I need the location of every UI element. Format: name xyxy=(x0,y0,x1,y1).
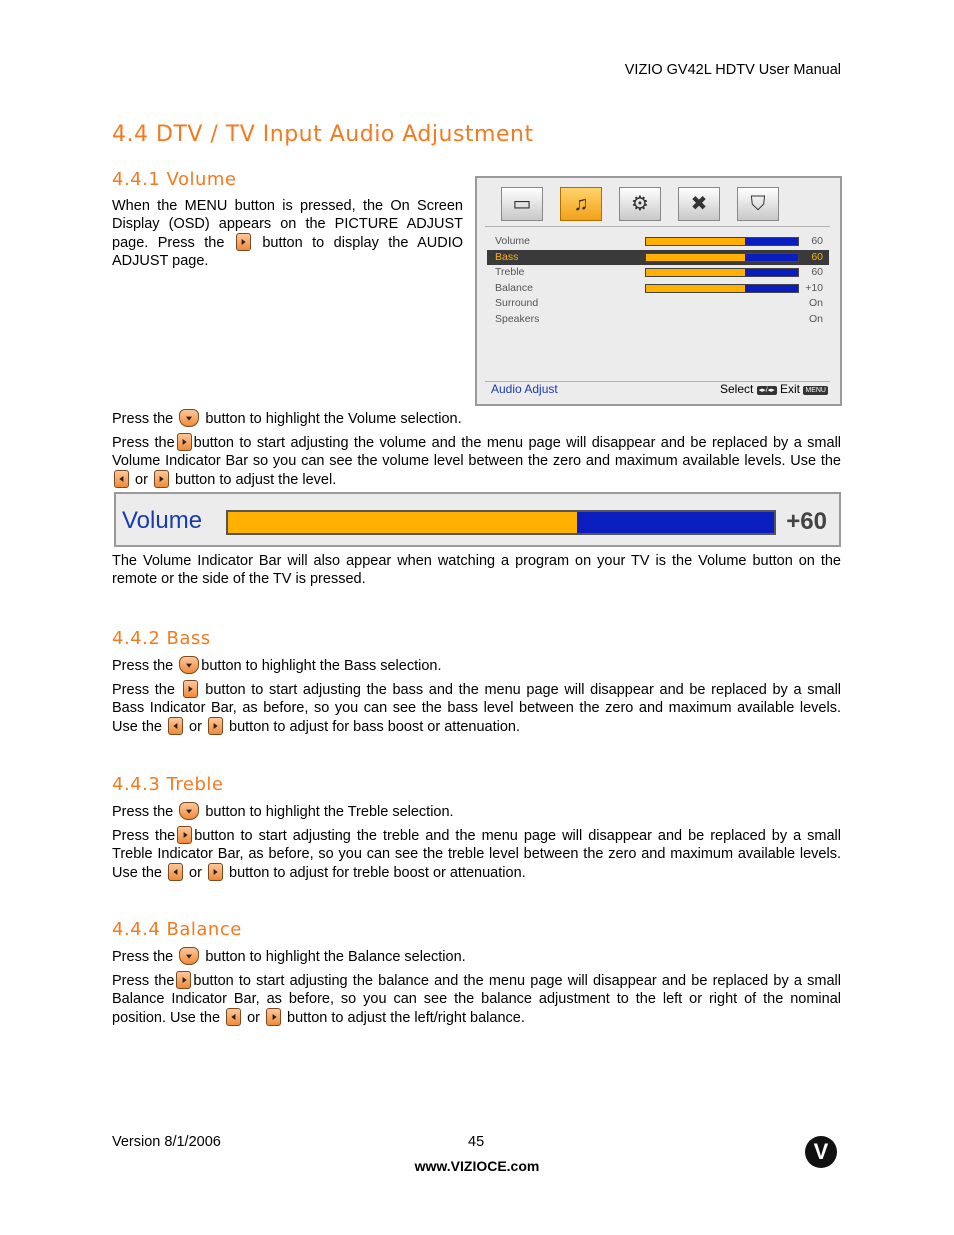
osd-level-bar xyxy=(645,268,799,277)
right-arrow-icon xyxy=(236,233,251,251)
osd-menu-item-value: 60 xyxy=(811,250,823,263)
text: Press the xyxy=(112,658,174,674)
left-arrow-icon xyxy=(114,470,129,488)
text: or xyxy=(189,865,202,881)
text: or xyxy=(135,472,148,488)
down-arrow-icon xyxy=(179,947,199,965)
right-arrow-icon xyxy=(177,826,192,844)
text: button to start adjusting the volume and the menu page will disappear and be replaced by a small Volume Indicator Bar so you can see the volume level between the zero and maximum available levels. Use the xyxy=(112,435,842,469)
osd-level-bar xyxy=(645,237,799,246)
text: button to highlight the Treble selection. xyxy=(205,804,454,820)
osd-menu-item-value: On xyxy=(808,297,823,310)
osd-hints xyxy=(720,380,828,398)
select-arrows-icon: ◂▸/◂▸ xyxy=(758,387,775,394)
text: Press the xyxy=(112,682,175,698)
osd-page-title: Audio Adjust xyxy=(491,382,558,396)
footer-url: www.VIZIOCE.com xyxy=(414,1158,540,1174)
text: Press the xyxy=(112,973,175,989)
bass-step-1 xyxy=(112,656,841,675)
osd-menu-item xyxy=(487,281,829,296)
tools-icon: ✖ xyxy=(678,187,720,221)
down-arrow-icon xyxy=(179,409,199,427)
osd-level-fill xyxy=(646,254,745,261)
osd-level-bar xyxy=(645,253,799,262)
osd-menu-item-label: Balance xyxy=(495,281,533,294)
text: button to adjust for treble boost or attenuation. xyxy=(229,865,526,881)
osd-level-fill xyxy=(646,269,745,276)
footer-page-number: 45 xyxy=(468,1134,485,1150)
volume-step-2 xyxy=(112,433,841,489)
osd-menu-item-label: Surround xyxy=(495,297,539,310)
osd-menu-item-value: On xyxy=(808,313,823,325)
header-title: VIZIO GV42L HDTV User Manual xyxy=(624,62,841,78)
section-title: 4.4 DTV / TV Input Audio Adjustment xyxy=(112,122,534,147)
osd-menu-item-label: Volume xyxy=(495,235,531,247)
text: or xyxy=(247,1010,260,1026)
osd-icon-tabs xyxy=(501,187,779,221)
osd-menu-item-value: 60 xyxy=(811,235,823,247)
osd-menu-item xyxy=(487,265,829,280)
text: Press the xyxy=(112,435,175,451)
balance-instructions xyxy=(112,947,841,1032)
volume-intro xyxy=(112,197,463,270)
right-arrow-icon xyxy=(183,680,198,698)
text: button to start adjusting the treble and the menu page will disappear and be replaced by a small Treble Indicator Bar, as before, so you can see the treble level between the zero and maximum available levels. Use the xyxy=(112,828,842,881)
bass-heading: 4.4.2 Bass xyxy=(112,628,211,649)
osd-level-fill xyxy=(646,238,745,245)
volume-step-1 xyxy=(112,409,841,428)
text: Press the xyxy=(112,949,174,965)
osd-audio-adjust-screenshot xyxy=(475,176,842,406)
volume-instructions xyxy=(112,409,841,494)
menu-key-icon: MENU xyxy=(805,387,826,394)
text: or xyxy=(189,719,202,735)
volume-intro-text-2: button to display the AUDIO ADJUST page. xyxy=(112,235,464,269)
right-arrow-icon xyxy=(208,863,223,881)
osd-divider xyxy=(485,226,830,227)
text: button to highlight the Balance selection. xyxy=(205,949,466,965)
gear-icon: ⚙ xyxy=(619,187,661,221)
osd-menu-item-value: 60 xyxy=(811,266,823,279)
treble-heading: 4.4.3 Treble xyxy=(112,774,224,795)
text: button to start adjusting the bass and the menu page will disappear and be replaced by a small Bass Indicator Bar, as before, so you can see the bass level between the zero and maximum available levels. Use the xyxy=(112,682,842,735)
bass-step-2 xyxy=(112,680,841,736)
vizio-logo-icon: V xyxy=(805,1136,837,1168)
osd-menu-item-value: +10 xyxy=(805,281,823,294)
left-arrow-icon xyxy=(168,863,183,881)
balance-step-1 xyxy=(112,947,841,966)
osd-select-label: Select xyxy=(719,382,754,396)
balance-step-2 xyxy=(112,971,841,1027)
osd-menu-item xyxy=(487,234,829,249)
osd-menu-item xyxy=(487,312,829,327)
left-arrow-icon xyxy=(168,717,183,735)
text: button to start adjusting the balance and the menu page will disappear and be replaced by a small Balance Indicator Bar, as before, so you can see the balance adjustment to the left or right of the nominal position. Use the xyxy=(112,973,841,1026)
osd-menu-item-label: Bass xyxy=(495,250,519,263)
treble-step-1 xyxy=(112,802,841,821)
footer-version: Version 8/1/2006 xyxy=(112,1134,221,1150)
text: button to highlight the Bass selection. xyxy=(201,658,442,674)
osd-exit-label: Exit xyxy=(780,382,801,396)
osd-menu-item xyxy=(487,296,829,311)
volume-indicator-label: Volume xyxy=(122,507,203,534)
text: button to highlight the Volume selection. xyxy=(205,411,462,427)
text: button to adjust the left/right balance. xyxy=(287,1010,525,1026)
treble-instructions xyxy=(112,802,841,887)
osd-menu-item xyxy=(487,250,829,265)
osd-menu-item-label: Treble xyxy=(495,266,525,279)
audio-speaker-icon: ♫ xyxy=(560,187,602,221)
parental-shield-icon: ⛉ xyxy=(737,187,779,221)
down-arrow-icon xyxy=(179,656,199,674)
down-arrow-icon xyxy=(179,802,199,820)
right-arrow-icon xyxy=(208,717,223,735)
volume-indicator-value: +60 xyxy=(786,508,827,535)
picture-tv-icon: ▭ xyxy=(501,187,543,221)
text: Press the xyxy=(112,804,174,820)
bass-instructions xyxy=(112,656,841,741)
volume-indicator-bar-screenshot xyxy=(114,492,841,547)
right-arrow-icon xyxy=(177,433,192,451)
right-arrow-icon xyxy=(176,971,191,989)
right-arrow-icon xyxy=(154,470,169,488)
text: Press the xyxy=(112,411,174,427)
text: button to adjust the level. xyxy=(175,472,337,488)
treble-step-2 xyxy=(112,826,841,882)
volume-intro-text-1: When the MENU button is pressed, the On Screen Display (OSD) appears on the PICTURE ADJUST page. Press the xyxy=(112,198,463,251)
text: Press the xyxy=(112,828,176,844)
volume-level-fill xyxy=(228,512,577,533)
volume-heading: 4.4.1 Volume xyxy=(112,169,237,190)
balance-heading: 4.4.4 Balance xyxy=(112,919,242,940)
osd-level-bar xyxy=(645,284,799,293)
left-arrow-icon xyxy=(226,1008,241,1026)
volume-level-bar xyxy=(226,510,776,535)
osd-menu-item-label: Speakers xyxy=(495,313,540,325)
volume-note: The Volume Indicator Bar will also appear when watching a program on your TV is the Volume button on the remote or the side of the TV is pressed. xyxy=(112,553,841,587)
text: button to adjust for bass boost or attenuation. xyxy=(229,719,521,735)
right-arrow-icon xyxy=(266,1008,281,1026)
osd-level-fill xyxy=(646,285,745,292)
